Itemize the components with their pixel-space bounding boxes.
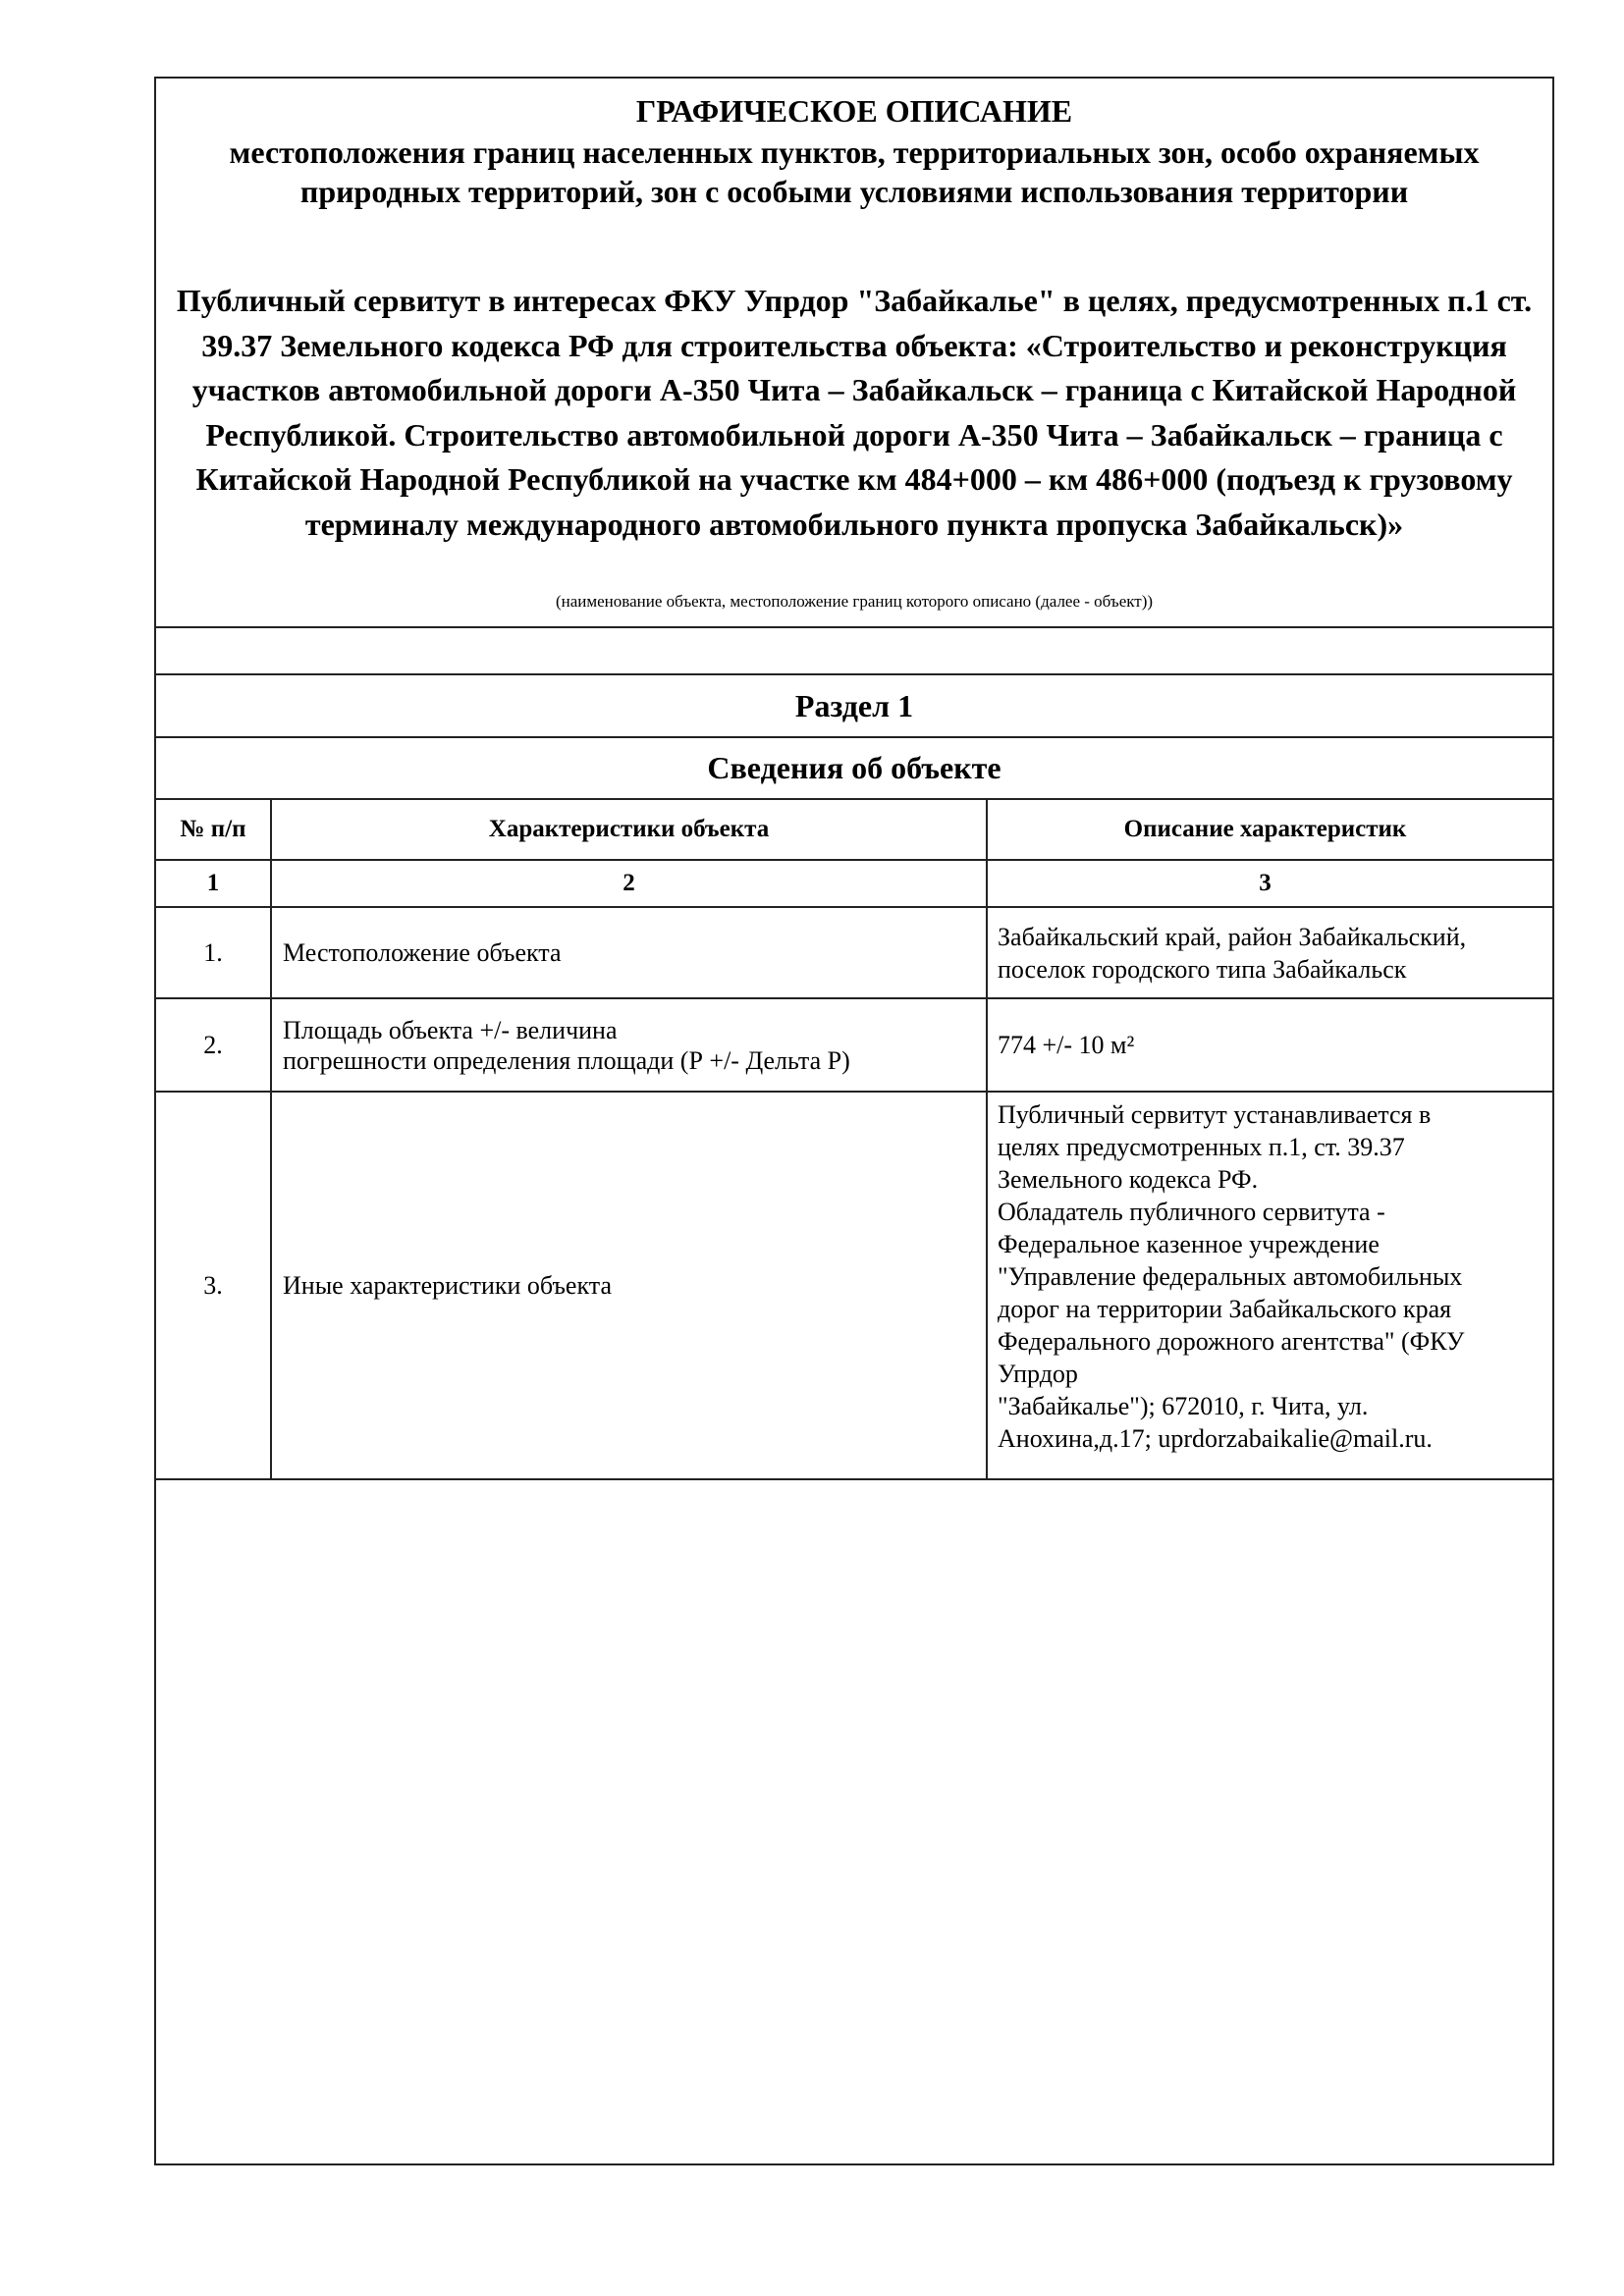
column-number-1: 1 bbox=[156, 861, 272, 906]
section-title: Сведения об объекте bbox=[156, 738, 1552, 800]
header-cell-number: № п/п bbox=[156, 800, 272, 859]
row-number: 2. bbox=[156, 999, 272, 1091]
row-number: 3. bbox=[156, 1093, 272, 1478]
object-description: Публичный сервитут в интересах ФКУ Упрдор "Забайкалье" в целях, предусмотренных п.1 ст. 39.37 Земельного кодекса РФ для строительства объекта: «Строительство и реконструкция участков автомобильной дороги А-350 Чита – Забайкальск – граница с Китайской Народной Республикой. Строительство автомобильной дороги А-350 Чита – Забайкальск – граница с Китайской Народной Республикой на участке км 484+000 – км 486+000 (подъезд к грузовому терминалу международного автомобильного пункта пропуска Забайкальск)» bbox=[176, 283, 1533, 542]
table-row bbox=[156, 908, 1552, 999]
table-row bbox=[156, 1093, 1552, 1480]
row-description: 774 +/- 10 м² bbox=[998, 1030, 1135, 1059]
header-cell-characteristic: Характеристики объекта bbox=[272, 800, 988, 859]
table-header-row bbox=[156, 800, 1552, 861]
empty-row bbox=[156, 628, 1552, 675]
row-characteristic: Площадь объекта +/- величина погрешности определения площади (Р +/- Дельта Р) bbox=[272, 999, 988, 1091]
column-number-2: 2 bbox=[272, 861, 988, 906]
row-description: Забайкальский край, район Забайкальский, поселок городского типа Забайкальск bbox=[998, 922, 1467, 984]
object-name-note: (наименование объекта, местоположение границ которого описано (далее - объект)) bbox=[555, 592, 1154, 611]
document-subtitle: местоположения границ населенных пунктов, территориальных зон, особо охраняемых природных территорий, зон с особыми условиями использования территории bbox=[229, 134, 1480, 209]
section-number: Раздел 1 bbox=[156, 675, 1552, 738]
table-row bbox=[156, 999, 1552, 1093]
document-header bbox=[156, 79, 1552, 628]
header-cell-description: Описание характеристик bbox=[1123, 816, 1407, 842]
row-number: 1. bbox=[156, 908, 272, 997]
column-number-3: 3 bbox=[1259, 870, 1272, 896]
document-frame bbox=[154, 77, 1554, 2165]
row-characteristic: Местоположение объекта bbox=[272, 908, 988, 997]
document-title: ГРАФИЧЕСКОЕ ОПИСАНИЕ bbox=[635, 93, 1073, 129]
row-description: Публичный сервитут устанавливается в целях предусмотренных п.1, ст. 39.37 Земельного кодекса РФ. Обладатель публичного сервитута - Федеральное казенное учреждение "Управление федеральных автомобильных дорог на территории Забайкальского края Федерального дорожного агентства" (ФКУ Упрдор "Забайкалье"); 672010, г. Чита, ул. Анохина,д.17; uprdorzabaikalie@mail.ru. bbox=[998, 1100, 1465, 1453]
row-characteristic: Иные характеристики объекта bbox=[272, 1093, 988, 1478]
table-column-numbers-row bbox=[156, 861, 1552, 908]
